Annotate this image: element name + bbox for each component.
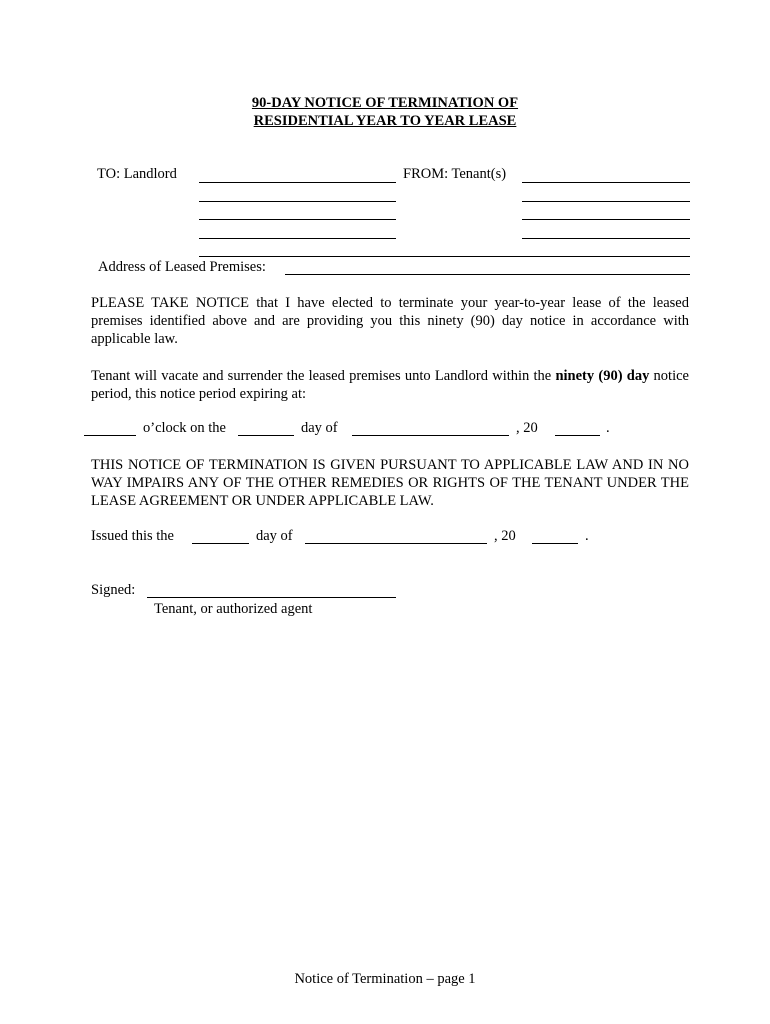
issued-label: Issued this the bbox=[91, 528, 174, 544]
address-label: Address of Leased Premises: bbox=[98, 259, 266, 275]
tenant-address-field-1[interactable] bbox=[522, 201, 690, 202]
vacate-paragraph bbox=[91, 367, 689, 403]
pursuant-paragraph: THIS NOTICE OF TERMINATION IS GIVEN PURSUANT TO APPLICABLE LAW AND IN NO WAY IMPAIRS ANY OF THE OTHER REMEDIES OR RIGHTS OF THE TENANT UNDER THE LEASE AGREEMENT OR UNDER APPLICABLE LAW. bbox=[91, 457, 689, 509]
signature-caption: Tenant, or authorized agent bbox=[154, 601, 313, 617]
landlord-address-field-2[interactable] bbox=[199, 219, 396, 220]
tenant-address-field-3[interactable] bbox=[522, 238, 690, 239]
vacate-bold-period: ninety (90) day bbox=[555, 368, 650, 384]
issued-day-field[interactable] bbox=[192, 543, 249, 544]
expiration-day-of-label: day of bbox=[301, 420, 338, 436]
oclock-label: o’clock on the bbox=[143, 420, 226, 436]
tenant-name-field[interactable] bbox=[522, 182, 690, 183]
tenant-address-field-2[interactable] bbox=[522, 219, 690, 220]
to-landlord-label: TO: Landlord bbox=[97, 166, 177, 182]
signature-field[interactable] bbox=[147, 597, 396, 598]
page-footer: Notice of Termination – page 1 bbox=[294, 971, 476, 987]
parties-extra-line-field[interactable] bbox=[199, 256, 690, 257]
issued-period: . bbox=[585, 528, 589, 544]
premises-address-field[interactable] bbox=[285, 274, 690, 275]
vacate-text-start: Tenant will vacate and surrender the leased premises unto Landlord within the bbox=[91, 368, 556, 384]
document-title-line-1: 90-DAY NOTICE OF TERMINATION OF bbox=[251, 95, 519, 111]
vacate-text-end: notice period, this notice period expiring at: bbox=[91, 368, 689, 402]
expiration-hour-field[interactable] bbox=[84, 435, 136, 436]
from-tenant-label: FROM: Tenant(s) bbox=[403, 166, 507, 182]
notice-paragraph: PLEASE TAKE NOTICE that I have elected to terminate your year-to-year lease of the leased premises identified above and are providing you this ninety (90) day notice in accordance with applicable law. bbox=[91, 295, 689, 347]
signed-label: Signed: bbox=[91, 582, 136, 598]
issued-month-field[interactable] bbox=[305, 543, 487, 544]
issued-year-prefix: , 20 bbox=[494, 528, 516, 544]
expiration-year-field[interactable] bbox=[555, 435, 600, 436]
landlord-address-field-1[interactable] bbox=[199, 201, 396, 202]
document-title-line-2: RESIDENTIAL YEAR TO YEAR LEASE bbox=[253, 113, 517, 129]
expiration-period: . bbox=[606, 420, 610, 436]
issued-day-of-label: day of bbox=[256, 528, 293, 544]
landlord-name-field[interactable] bbox=[199, 182, 396, 183]
expiration-year-prefix: , 20 bbox=[516, 420, 538, 436]
landlord-address-field-3[interactable] bbox=[199, 238, 396, 239]
issued-year-field[interactable] bbox=[532, 543, 578, 544]
expiration-month-field[interactable] bbox=[352, 435, 509, 436]
expiration-day-field[interactable] bbox=[238, 435, 294, 436]
